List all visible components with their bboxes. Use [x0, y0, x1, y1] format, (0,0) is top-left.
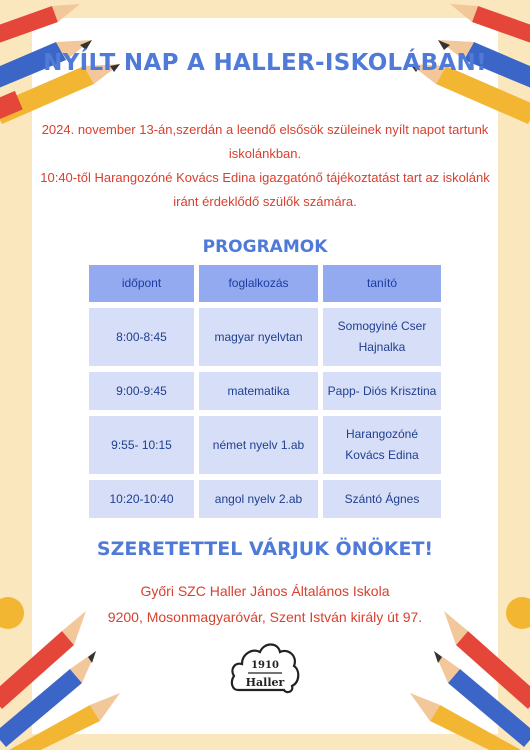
intro-text — [40, 118, 490, 214]
table-cell-activity: magyar nyelvtan — [199, 308, 318, 366]
header-time: időpont — [89, 265, 194, 302]
header-teacher: tanító — [323, 265, 441, 302]
table-cell-time: 10:20-10:40 — [89, 480, 194, 518]
logo-name: Haller — [245, 676, 285, 689]
closing-message: SZERETETTEL VÁRJUK ÖNÖKET! — [96, 538, 434, 560]
table-cell-teacher: Papp- Diós Krisztina — [323, 372, 441, 410]
school-address — [0, 578, 530, 630]
table-cell-activity: német nyelv 1.ab — [199, 416, 318, 474]
programs-heading: PROGRAMOK — [202, 237, 328, 257]
school-street-address: 9200, Mosonmagyaróvár, Szent István király út 97. — [107, 609, 423, 625]
intro-line-date: 2024. november 13-án,szerdán a leendő elsősök szüleinek nyílt napot tartunk iskolánkban. — [41, 122, 489, 161]
table-cell-teacher: Szántó Ágnes — [323, 480, 441, 518]
header-activity: foglalkozás — [199, 265, 318, 302]
school-name: Győri SZC Haller János Általános Iskola — [140, 583, 390, 599]
table-cell-time: 9:55- 10:15 — [89, 416, 194, 474]
haller-logo — [228, 634, 302, 696]
intro-line-briefing: 10:40-től Harangozóné Kovács Edina igazgatónő tájékoztatást tart az iskolánk iránt érdeklődő szülők számára. — [40, 170, 490, 209]
table-cell-activity: angol nyelv 2.ab — [199, 480, 318, 518]
table-cell-time: 9:00-9:45 — [89, 372, 194, 410]
table-cell-teacher: Somogyiné Cser Hajnalka — [323, 308, 441, 366]
table-cell-time: 8:00-8:45 — [89, 308, 194, 366]
table-cell-teacher: Harangozóné Kovács Edina — [323, 416, 441, 474]
logo-year: 1910 — [251, 660, 279, 671]
table-cell-activity: matematika — [199, 372, 318, 410]
poster-title: NYÍLT NAP A HALLER-ISKOLÁBAN! — [43, 50, 487, 76]
